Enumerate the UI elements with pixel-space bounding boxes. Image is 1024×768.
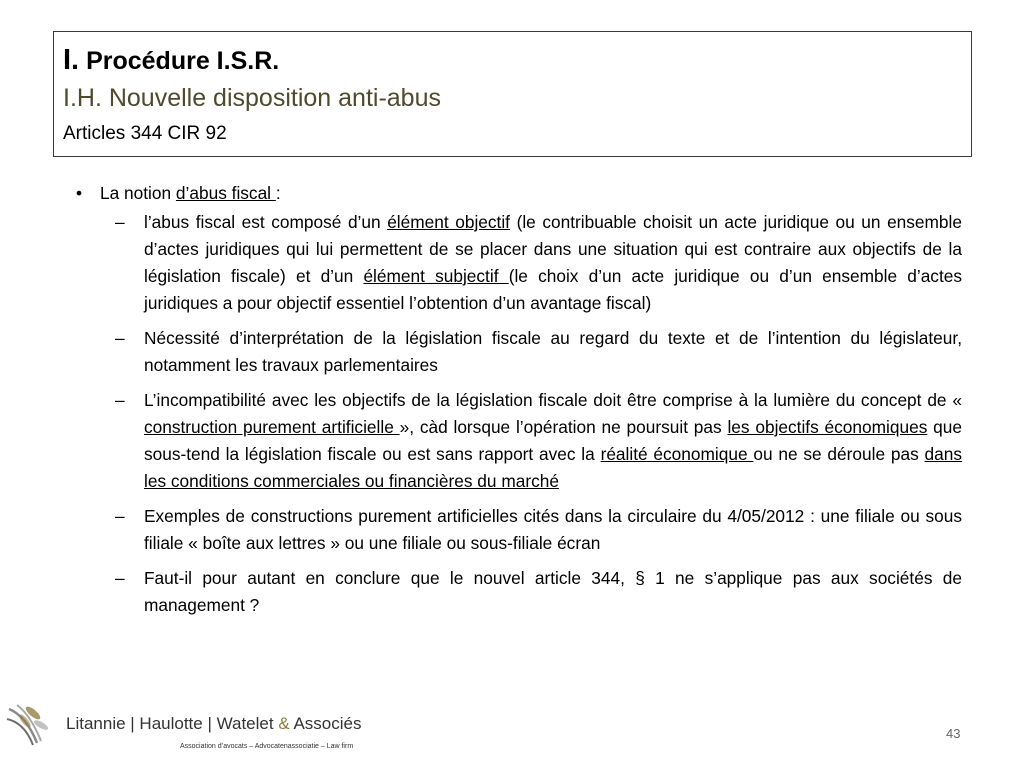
title-numeral: I. <box>63 44 80 76</box>
underlined-term: élément objectif <box>387 212 510 232</box>
text-segment: que sous-tend la législation fiscale ou est sans rapport avec la <box>144 417 962 464</box>
text-segment: l’abus fiscal est composé d’un <box>144 212 388 232</box>
slide-subtitle: I.H. Nouvelle disposition anti-abus <box>63 84 441 112</box>
text-segment: Exemples de constructions purement artificielles cités dans la circulaire du 4/05/2012 : une filiale ou sous filiale « boîte aux lettres » ou une filiale ou sous-filiale écran <box>144 506 962 553</box>
text-segment: Faut-il pour autant en conclure que le nouvel article 344, § 1 ne s’applique pas aux sociétés de management ? <box>144 568 962 615</box>
page-number: 43 <box>946 726 961 741</box>
bullet-underlined: d’abus fiscal <box>175 183 276 203</box>
slide-title <box>63 44 279 77</box>
text-segment: », càd lorsque l’opération ne poursuit pas <box>399 417 728 437</box>
text-segment: (le choix d’un acte juridique ou d’un ensemble d’actes juridiques a pour objectif essentiel l’obtention d’un avantage fiscal) <box>144 266 963 313</box>
sub-item-2 <box>76 325 962 379</box>
title-box <box>53 31 972 157</box>
dash-icon: – <box>115 328 125 348</box>
title-text: Procédure I.S.R. <box>86 47 280 75</box>
bullet-prefix: La notion <box>100 183 176 203</box>
dash-icon: – <box>115 506 125 526</box>
bullet-suffix: : <box>275 183 281 203</box>
bullet-icon: • <box>76 183 83 203</box>
bullet-abus-fiscal <box>76 180 962 207</box>
sub-item-3 <box>76 387 962 495</box>
firm-name-part: Associés <box>289 714 362 733</box>
underlined-term: réalité économique <box>600 444 754 464</box>
sub-item-1 <box>76 209 962 317</box>
firm-name <box>66 714 361 734</box>
sub-item-5 <box>76 565 962 619</box>
text-segment: (le contribuable choisit un acte juridique ou un ensemble d’actes juridiques qui lui permettent de se placer dans une situation qui est contraire aux objectifs de la législation fiscale) et d’un <box>144 212 962 286</box>
dash-icon: – <box>115 212 125 232</box>
firm-ampersand: & <box>278 714 290 733</box>
slide-content <box>76 180 962 627</box>
firm-tagline: Association d’avocats – Advocatenassociatie – Law firm <box>180 743 354 750</box>
text-segment: L’incompatibilité avec les objectifs de la législation fiscale doit être comprise à la lumière du concept de « <box>144 390 962 410</box>
underlined-term: élément subjectif <box>363 266 509 286</box>
dash-icon: – <box>115 568 125 588</box>
underlined-term: construction purement artificielle <box>144 417 400 437</box>
slide-articles: Articles 344 CIR 92 <box>63 123 227 144</box>
firm-logo-icon <box>3 699 53 749</box>
text-segment: Nécessité d’interprétation de la législation fiscale au regard du texte et de l’intention du législateur, notamment les travaux parlementaires <box>144 328 962 375</box>
underlined-term: dans les conditions commerciales ou financières du marché <box>144 444 963 491</box>
sub-item-4 <box>76 503 962 557</box>
dash-icon: – <box>115 390 125 410</box>
underlined-term: les objectifs économiques <box>727 417 928 437</box>
firm-name-part: Litannie | Haulotte | Watelet <box>66 714 279 733</box>
text-segment: ou ne se déroule pas <box>753 444 925 464</box>
